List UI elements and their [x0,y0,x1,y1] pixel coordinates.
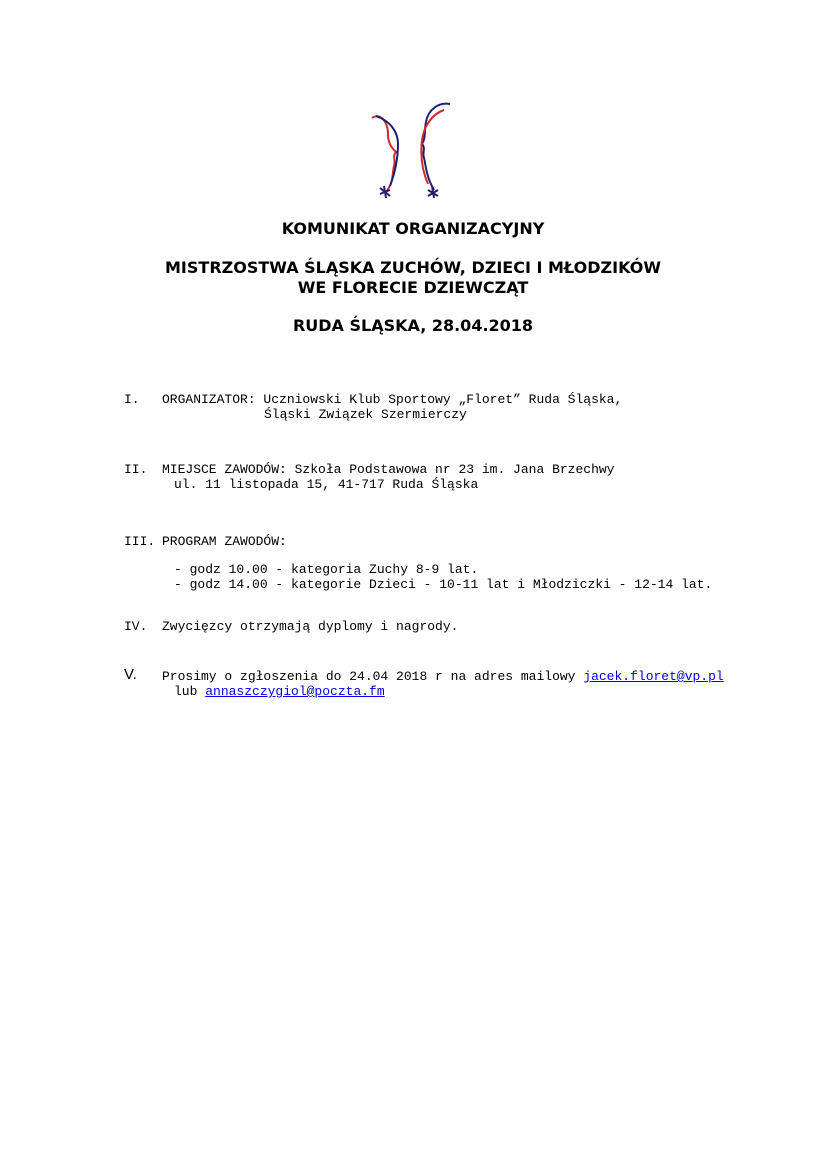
or-text: lub [174,684,206,699]
email-link-anna[interactable]: annaszczygiol@poczta.fm [205,684,385,699]
registration-text: Prosimy o zgłoszenia do 24.04 2018 r na adres mailowy [162,669,584,684]
event-title-line2: WE FLORECIE DZIEWCZĄT [297,278,529,297]
section-3-heading: PROGRAM ZAWODÓW: [162,534,287,549]
section-4-numeral: IV. [124,619,148,634]
place-date: RUDA ŚLĄSKA, 28.04.2018 [292,316,534,335]
section-5-line1 [162,669,724,684]
program-item-1: - godz 10.00 - kategoria Zuchy 8-9 lat. [174,562,479,577]
program-item-2: - godz 14.00 - kategorie Dzieci - 10-11 lat i Młodziczki - 12-14 lat. [174,577,713,592]
section-1-numeral: I. [124,392,140,407]
fencers-profiles-logo-icon [366,100,456,200]
section-2-address: ul. 11 listopada 15, 41-717 Ruda Śląska [174,477,479,492]
section-1-organizer: ORGANIZATOR: Uczniowski Klub Sportowy „Floret” Ruda Śląska, [162,392,623,407]
section-3-numeral: III. [124,534,156,549]
email-link-jacek[interactable]: jacek.floret@vp.pl [583,669,724,684]
section-2-venue: MIEJSCE ZAWODÓW: Szkoła Podstawowa nr 23 im. Jana Brzechwy [162,462,615,477]
section-4-awards: Zwycięzcy otrzymają dyplomy i nagrody. [162,619,459,634]
section-1-organizer-2: Śląski Związek Szermierczy [264,407,467,422]
section-5-numeral: V. [124,666,137,683]
document-title: KOMUNIKAT ORGANIZACYJNY [281,219,545,238]
event-title-line1: MISTRZOSTWA ŚLĄSKA ZUCHÓW, DZIECI I MŁODZIKÓW [165,258,661,277]
section-2-numeral: II. [124,462,148,477]
section-5-line2 [174,684,385,699]
